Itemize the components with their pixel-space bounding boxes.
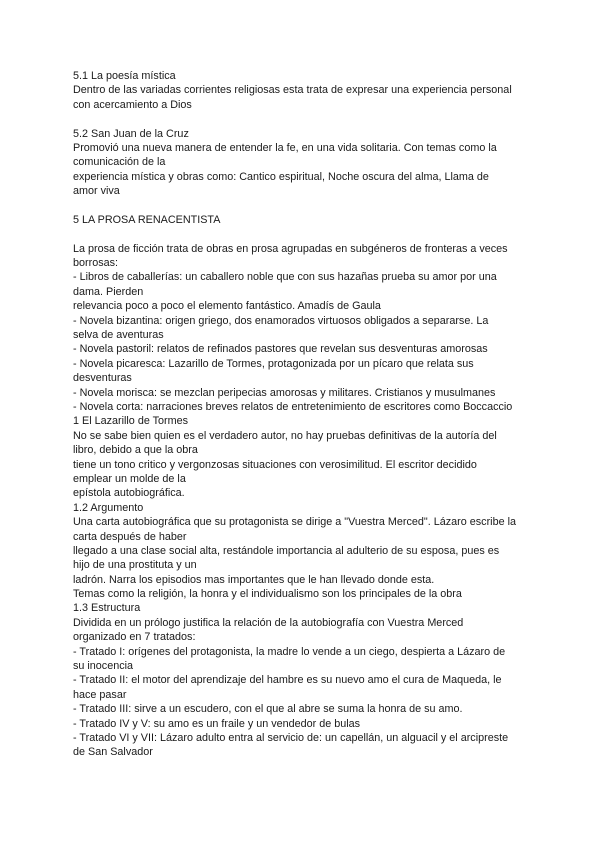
paragraph-gap bbox=[73, 112, 533, 126]
text-line: hace pasar bbox=[73, 688, 127, 701]
text-line: 1 El Lazarillo de Tormes bbox=[73, 415, 189, 428]
text-line: libro, debido a que la obra bbox=[73, 444, 198, 457]
text-line: 1.3 Estructura bbox=[73, 602, 141, 615]
text-line: experiencia mística y obras como: Cantico espiritual, Noche oscura del alma, Llama de bbox=[73, 170, 489, 183]
text-line: emplear un molde de la bbox=[73, 472, 186, 485]
document-body bbox=[73, 69, 533, 760]
text-line: - Tratado IV y V: su amo es un fraile y un vendedor de bulas bbox=[73, 717, 361, 730]
section-prosa-heading bbox=[73, 213, 533, 227]
text-line: - Tratado I: orígenes del protagonista, la madre lo vende a un ciego, despierta a Lázaro de bbox=[73, 645, 506, 658]
text-line: - Tratado II: el motor del aprendizaje del hambre es su nuevo amo el cura de Maqueda, le bbox=[73, 674, 502, 687]
text-line: No se sabe bien quien es el verdadero autor, no hay pruebas definitivas de la autoría del bbox=[73, 429, 497, 442]
paragraph-gap bbox=[73, 227, 533, 241]
text-line: selva de aventuras bbox=[73, 329, 164, 342]
text-line: de San Salvador bbox=[73, 746, 153, 759]
text-line: borrosas: bbox=[73, 257, 119, 270]
text-line: ladrón. Narra los episodios mas importantes que le han llevado donde esta. bbox=[73, 573, 435, 586]
text-line: su inocencia bbox=[73, 660, 134, 673]
text-line: Dividida en un prólogo justifica la relación de la autobiografía con Vuestra Merced bbox=[73, 616, 464, 629]
text-line: carta después de haber bbox=[73, 530, 187, 543]
text-line: - Novela corta: narraciones breves relatos de entretenimiento de escritores como Boccaccio bbox=[73, 400, 513, 413]
text-line: Dentro de las variadas corrientes religiosas esta trata de expresar una experiencia personal bbox=[73, 84, 512, 97]
text-line: Promovió una nueva manera de entender la fe, en una vida solitaria. Con temas como la bbox=[73, 141, 497, 154]
text-line: - Novela pastoril: relatos de refinados pastores que revelan sus desventuras amorosas bbox=[73, 343, 488, 356]
text-line: hijo de una prostituta y un bbox=[73, 559, 197, 572]
text-line: 5.2 San Juan de la Cruz bbox=[73, 127, 189, 140]
text-line: - Novela picaresca: Lazarillo de Tormes, protagonizada por un pícaro que relata sus bbox=[73, 357, 474, 370]
text-line: llegado a una clase social alta, restándole importancia al adulterio de su esposa, pues es bbox=[73, 544, 500, 557]
section-prosa-body bbox=[73, 242, 533, 760]
text-line: 5 LA PROSA RENACENTISTA bbox=[73, 213, 221, 226]
text-line: - Tratado III: sirve a un escudero, con el que al abre se suma la honra de su amo. bbox=[73, 703, 463, 716]
section-5-2 bbox=[73, 127, 533, 199]
text-line: Temas como la religión, la honra y el individualismo son los principales de la obra bbox=[73, 588, 462, 601]
text-line: epístola autobiográfica. bbox=[73, 487, 185, 500]
text-line: Una carta autobiográfica que su protagonista se dirige a "Vuestra Merced". Lázaro escribe la bbox=[73, 516, 516, 529]
text-line: organizado en 7 tratados: bbox=[73, 631, 196, 644]
section-5-1 bbox=[73, 69, 533, 112]
text-line: desventuras bbox=[73, 372, 132, 385]
text-line: La prosa de ficción trata de obras en prosa agrupadas en subgéneros de fronteras a veces bbox=[73, 242, 508, 255]
text-line: relevancia poco a poco el elemento fantástico. Amadís de Gaula bbox=[73, 300, 381, 313]
text-line: comunicación de la bbox=[73, 156, 166, 169]
text-line: tiene un tono critico y vergonzosas situaciones con verosimilitud. El escritor decidido bbox=[73, 458, 477, 471]
text-line: 1.2 Argumento bbox=[73, 501, 144, 514]
text-line: amor viva bbox=[73, 185, 120, 198]
text-line: - Tratado VI y VII: Lázaro adulto entra al servicio de: un capellán, un alguacil y el arcipreste bbox=[73, 731, 509, 744]
text-line: - Novela bizantina: origen griego, dos enamorados virtuosos obligados a separarse. La bbox=[73, 314, 489, 327]
text-line: con acercamiento a Dios bbox=[73, 98, 192, 111]
text-line: dama. Pierden bbox=[73, 285, 144, 298]
text-line: - Novela morisca: se mezclan peripecias amorosas y militares. Cristianos y musulmanes bbox=[73, 386, 496, 399]
paragraph-gap bbox=[73, 199, 533, 213]
text-line: - Libros de caballerías: un caballero noble que con sus hazañas prueba su amor por una bbox=[73, 271, 497, 284]
text-line: 5.1 La poesía mística bbox=[73, 70, 176, 82]
